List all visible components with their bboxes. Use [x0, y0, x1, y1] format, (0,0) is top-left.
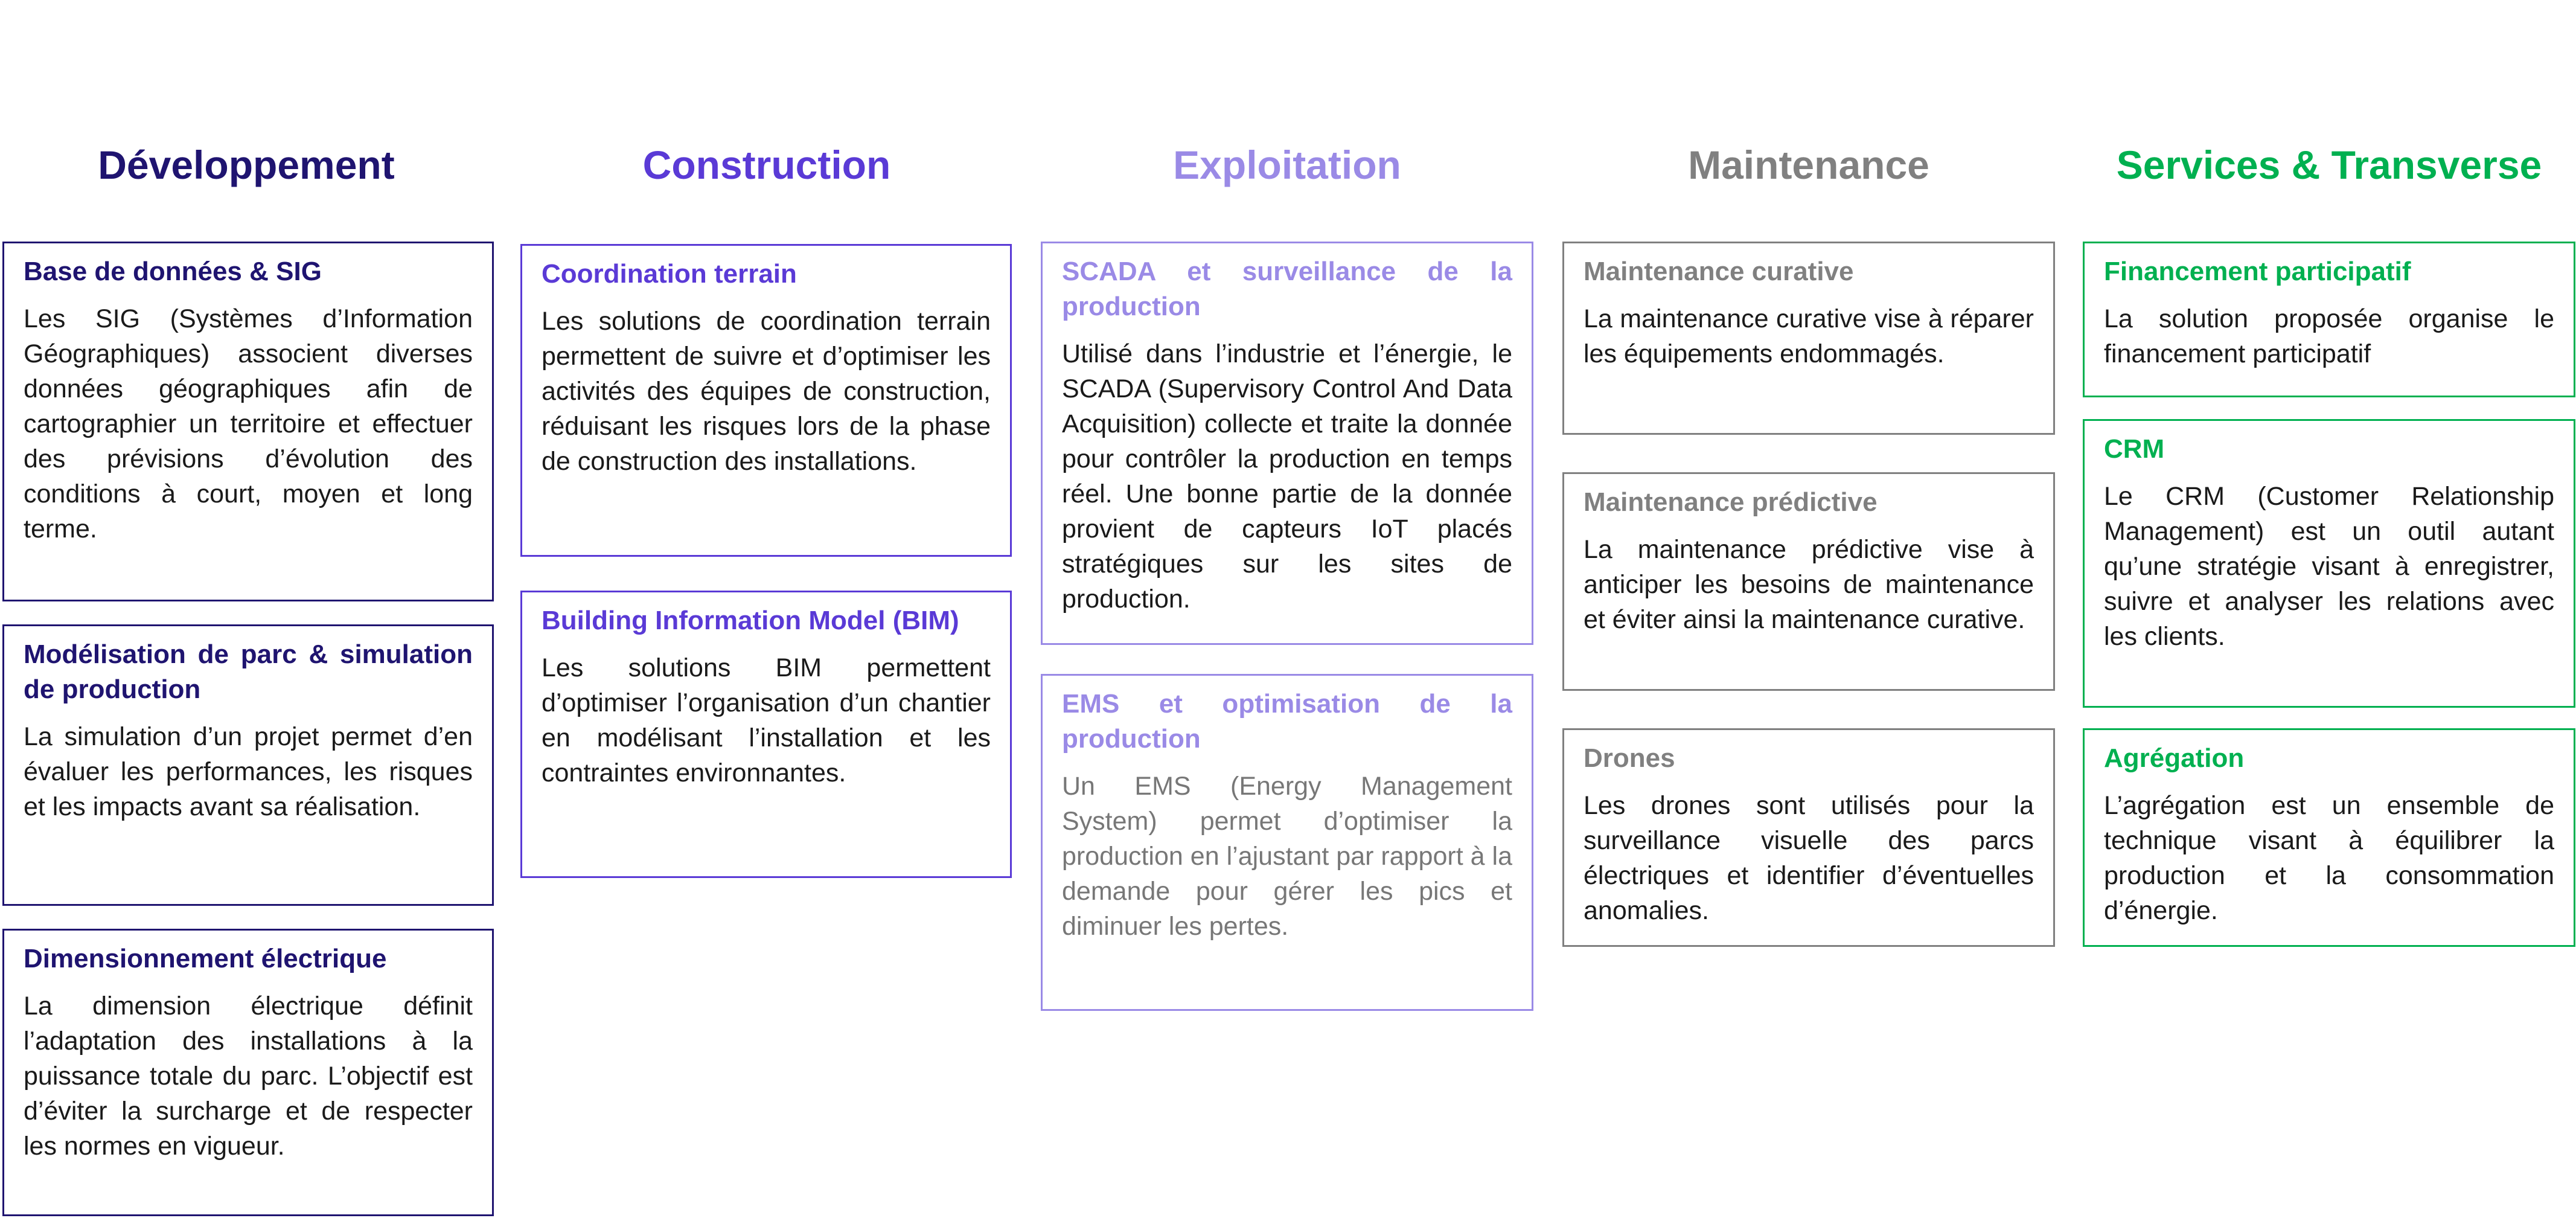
card-agregation: [2083, 728, 2575, 947]
card-title: Financement participatif: [2104, 257, 2411, 286]
card-scada: [1041, 242, 1533, 645]
card-title: EMS et optimisation de la production: [1062, 689, 1512, 754]
card-title: Dimensionnement électrique: [24, 944, 387, 973]
card-text: Les SIG (Systèmes d’Information Géographiques) associent diverses données géographiques afin de cartographier un territoire et effectuer des prévisions d’évolution des conditions à court, moyen et long terme.: [24, 304, 473, 543]
column-title-construction: Construction: [642, 143, 891, 187]
card-text: L’agrégation est un ensemble de technique visant à équilibrer la production et la consommation d’énergie.: [2104, 791, 2554, 925]
card-text: La maintenance curative vise à réparer les équipements endommagés.: [1584, 304, 2034, 368]
card-text: La solution proposée organise le financement participatif: [2104, 304, 2554, 368]
card-text: Utilisé dans l’industrie et l’énergie, le SCADA (Supervisory Control And Data Acquisition) collecte et traite la donnée pour contrôler la production en temps réel. Une bonne partie de la donnée provient de capteurs IoT placés stratégiques sur les sites de production.: [1062, 339, 1512, 614]
column-title-exploitation: Exploitation: [1173, 143, 1401, 187]
card-title: SCADA et surveillance de la production: [1062, 257, 1512, 321]
card-coordination-terrain: [520, 244, 1012, 557]
card-text: Les solutions BIM permettent d’optimiser l’organisation d’un chantier en modélisant l’installation et les contraintes environnantes.: [542, 653, 991, 787]
card-dimensionnement-electrique: [2, 929, 494, 1216]
card-maintenance-predictive: [1562, 472, 2055, 691]
card-drones: [1562, 728, 2055, 947]
card-modelisation-parc: [2, 624, 494, 906]
card-text: La dimension électrique définit l’adaptation des installations à la puissance totale du parc. L’objectif est d’éviter la surcharge et de respecter les normes en vigueur.: [24, 992, 473, 1161]
card-title: Agrégation: [2104, 743, 2245, 773]
card-maintenance-curative: [1562, 242, 2055, 435]
card-crm: [2083, 419, 2575, 708]
card-title: Base de données & SIG: [24, 257, 322, 286]
card-title: CRM: [2104, 434, 2165, 464]
card-bim: [520, 591, 1012, 878]
card-base-de-donnees-sig: [2, 242, 494, 601]
card-title: Building Information Model (BIM): [542, 606, 959, 635]
card-text: Le CRM (Customer Relationship Management) est un outil autant qu’une stratégie visant à enregistrer, suivre et analyser les relations avec les clients.: [2104, 482, 2554, 651]
card-text: Un EMS (Energy Management System) permet d’optimiser la production en l’ajustant par rapport à la demande pour gérer les pics et diminuer les pertes.: [1062, 772, 1512, 941]
card-ems: [1041, 674, 1533, 1011]
column-title-developpement: Développement: [98, 143, 395, 187]
column-title-services: Services & Transverse: [2116, 143, 2542, 187]
card-text: Les drones sont utilisés pour la surveillance visuelle des parcs électriques et identifier d’éventuelles anomalies.: [1584, 791, 2034, 925]
card-title: Coordination terrain: [542, 259, 797, 289]
card-title: Maintenance prédictive: [1584, 487, 1878, 517]
card-financement-participatif: [2083, 242, 2575, 397]
card-text: La maintenance prédictive vise à anticiper les besoins de maintenance et éviter ainsi la maintenance curative.: [1584, 535, 2034, 634]
card-text: Les solutions de coordination terrain permettent de suivre et d’optimiser les activités des équipes de construction, réduisant les risques lors de la phase de construction des installations.: [542, 307, 991, 476]
card-title: Drones: [1584, 743, 1675, 773]
column-title-maintenance: Maintenance: [1688, 143, 1929, 187]
card-title: Modélisation de parc & simulation de production: [24, 639, 473, 704]
card-title: Maintenance curative: [1584, 257, 1854, 286]
card-text: La simulation d’un projet permet d’en évaluer les performances, les risques et les impacts avant sa réalisation.: [24, 722, 473, 821]
